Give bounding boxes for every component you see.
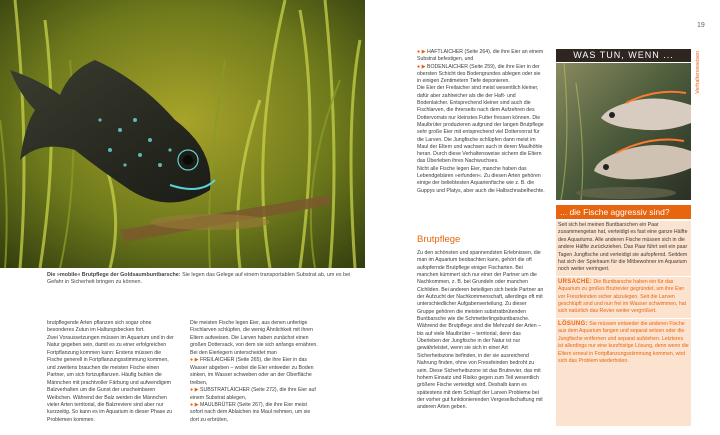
solution-text: Sie müssen entweder die anderen Fische aus dem Aquarium fangen und separat setzen oder die Jungfische entfernen und separat aufziehen. Letzteres ist allerdings nur eine kurzfristige Lösung, denn wenn die Eltern erneut in Fortpflanzungsstimmung kommen, wird sich das Problem wiederholen. [558, 320, 689, 364]
tip-box [556, 49, 691, 426]
text-column-3-top [417, 49, 545, 195]
tip-box-title: WAS TUN, WENN ... [556, 49, 691, 62]
tip-box-body [556, 221, 691, 426]
page-number: 19 [697, 22, 705, 29]
section-heading-brutpflege: Brutpflege [417, 234, 461, 245]
tip-box-intro: Seit sich bei meinen Buntbarschen ein Paar zusammengetan hat, verteidigt es fast eine ganze Hälfte des Aquariums. Alle anderen Fische müssen sich in die andere Hälfte zurückziehen. Das Paar führt seit ein paar Tagen Jungfische und verteidigt sie aufopfernd. Seitdem hat sich der Spielraum für die Mitbewohner im Aquarium noch weiter verringert. [558, 222, 688, 273]
bullet-arrow-icon: ● ▶ [417, 49, 427, 55]
caption-text: Sie legen das Gelege auf einem transportablen Substrat ab, um es bei Gefahr in Sicherheit bringen zu können. [47, 272, 351, 286]
col3-item-2: BODENLAICHER (Seite 259), die ihre Eier in der obersten Schicht des Bodengrundes ablegen oder sie in einigen Zentimetern Tiefe deponieren. [417, 63, 541, 85]
text-column-2 [190, 320, 318, 424]
col3-para-1: Die Eier der Freilaicher sind meist wesentlich kleiner, dafür aber zahlreicher als die der Haft- und Bodenlaicher. Entsprechend kleiner sind auch die Fischlarven, die ihrerseits nach dem Aufzehren des Dottervorrats nur kleinstes Futter fressen können. Die Maulbrüter produzieren aufgrund der langen Brutpflege sehr große Eier mit entsprechend viel Dottervorrat für die Larven. Die Jungfische schlüpfen dann meist im Maul der Eltern und wachsen auch in deren Maulhöhle heran. Durch diese Verhaltensweise sichern die Eltern das Überleben ihres Nachwuchses. [417, 85, 544, 165]
section-tab-label: Verhaltensweisen [695, 50, 701, 94]
solution-label: LÖSUNG: [558, 320, 588, 327]
cause-text: Die Buntbarsche haben ein für das Aquarium zu großes Brutrevier gegründet, um ihre Eier vor Fressfeinden sicher abzulegen. Seit die Larven geschlüpft sind und nun frei im Wasser schwimmen, hat sich natürlich das Revier weiter vergrößert. [558, 278, 687, 315]
fish-photo [0, 0, 365, 268]
col2-item-3: MAULBRÜTER (Seite 267), die ihre Eier meist sofort nach dem Ablaichen ins Maul nehmen, um sie dort zu erbrüten, [190, 401, 311, 423]
bullet-arrow-icon: ● ▶ [190, 357, 200, 363]
col3-para-2: Nicht alle Fische legen Eier, manche haben das Lebendgebären »erfunden«. Zu diesen Arten gehören einige der beliebtesten Aquarienfische wie z. B. die Guppys und Platys, aber auch die Halbschnabelhechte. [417, 165, 545, 194]
bullet-arrow-icon: ● ▶ [190, 402, 200, 408]
tip-box-question: ... die Fische aggressiv sind? [556, 205, 691, 219]
col2-intro: Die meisten Fische legen Eier, aus denen unfertige Fischlarven schlüpfen, die wenig Ähnlichkeit mit ihren Eltern aufweisen. Die Larven haben zunächst einen großen Dottersack, von dem sie sich anfangs ernähren. Bei den Eierlegern unterscheidet man [190, 320, 318, 356]
section-tab [695, 34, 707, 94]
brutpflege-text: Zu den schönsten und spannendsten Erlebnissen, die man im Aquarium beobachten kann, gehört die oft aufopfernde Brutpflege einiger Fischarten. Bei manchen kümmert sich nur einer der Partner um die Nachkommen, z. B. bei Grundeln oder manchen Cichliden. Bei anderen beteiligen sich beide Partner an der Aufzucht der Nachkommenschaft, allerdings oft mit unterschiedlicher Aufgabenverteilung. Zu dieser Gruppe gehören die meisten substratbrütenden Buntbarsche wie die Schmetterlingsbuntbarsche. Während der Brutpflege sind die Mehrzahl der Arten – bis auf viele Maulbrüter – territorial, denn das Überleben der Jungfische in der Natur ist nur gewährleistet, wenn sie sich in einer Art Sicherheitszone befinden, in der sie ausreichend Nahrung finden, ohne von Fressfeinden bedroht zu sein. Diese Sicherheitszone ist das Brutrevier, das mit hohem Einsatz und Risiko gegen zum Teil wesentlich größere Fische verteidigt wird. Deshalb kann es spätestens mit dem Schlupf der Larven Probleme bei der vorher gut funktionierenden Vergesellschaftung mit anderen Arten geben. [417, 250, 544, 411]
caption-bold: Die »mobile« Brutpflege der Goldsaumbuntbarsche: [47, 272, 181, 278]
col2-item-2: SUBSTRATLAICHER (Seite 272), die ihre Eier auf einem Substrat ablegen, [190, 387, 316, 401]
text-column-1: brutpflegende Arten pflanzen sich sogar ohne besonderes Zutun im Haltungsbecken fort. Zwei Voraussetzungen müssen im Aquarium und in der Natur gegeben sein, damit es zu einer erfolgreichen Fortpflanzung kommen kann: Erstens müssen die Fische generell in Fortpflanzungsstimmung kommen, und zweitens brauchen die meisten Fische einen Partner, um sich fortzupflanzen. Häufig buhlen die Männchen mit prachtvoller Färbung und aufwendigem Balzverhalten um die Gunst der unscheinbaren Weibchen. Während der Balz werden die Männchen vieler Arten territorial, die Balzreviere sind aber nur kurzzeitig. So kann es im Aquarium in dieser Phase zu Problemen kommen. [47, 320, 174, 423]
col3-item-1: HAFTLAICHER (Seite 264), die ihre Eier an einem Substrat befestigen, und [417, 49, 544, 63]
cause-label: URSACHE: [558, 278, 593, 285]
bullet-arrow-icon: ● ▶ [190, 387, 200, 393]
photo-caption [47, 272, 357, 286]
col2-item-1: FREILAICHER (Seite 265), die ihre Eier in das Wasser abgeben – wobei die Eier entweder zu Boden sinken, im Wasser schweben oder an der Oberfläche treiben, [190, 357, 314, 386]
tip-box-text [558, 222, 689, 367]
cichlid-photo [556, 63, 691, 200]
text-column-3-bottom [417, 250, 545, 412]
bullet-arrow-icon: ● ▶ [417, 64, 427, 70]
